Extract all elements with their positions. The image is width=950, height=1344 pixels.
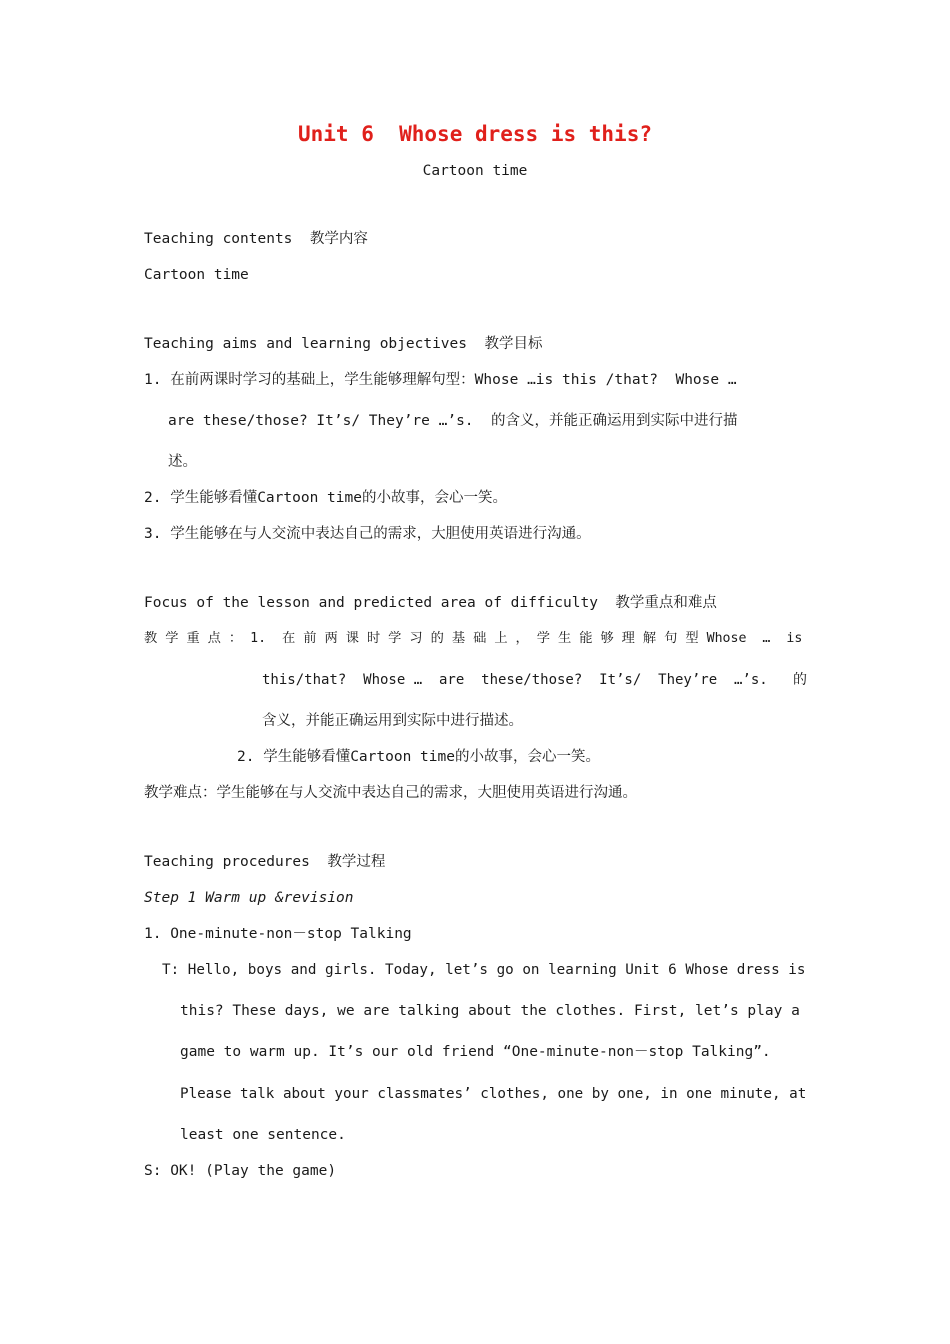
aims-item-1-line-2: are these/those? It’s/ They’re …’s. 的含义，并能正确运用到实际中进行描	[168, 413, 738, 429]
teacher-line-3: game to warm up. It’s our old friend “One-minute-non－stop Talking”.	[180, 1044, 771, 1060]
procedure-item-1: 1. One-minute-non－stop Talking	[144, 926, 412, 942]
aims-item-2: 2. 学生能够看懂Cartoon time的小故事，会心一笑。	[144, 490, 507, 506]
contents-heading: Teaching contents 教学内容	[144, 231, 368, 247]
focus-heading: Focus of the lesson and predicted area of difficulty 教学重点和难点	[144, 595, 717, 611]
aims-heading: Teaching aims and learning objectives 教学目标	[144, 336, 543, 352]
aims-item-1-line-1: 1. 在前两课时学习的基础上，学生能够理解句型：Whose …is this /that? Whose …	[144, 372, 737, 388]
teacher-line-1: T: Hello, boys and girls. Today, let’s go on learning Unit 6 Whose dress is	[162, 962, 806, 978]
teacher-line-5: least one sentence.	[180, 1127, 346, 1143]
focus-key-line-3: 含义，并能正确运用到实际中进行描述。	[262, 713, 523, 729]
contents-body: Cartoon time	[144, 267, 249, 283]
focus-key-item-2: 2. 学生能够看懂Cartoon time的小故事，会心一笑。	[237, 749, 600, 765]
page-title: Unit 6 Whose dress is this?	[297, 122, 652, 146]
procedures-heading: Teaching procedures 教学过程	[144, 854, 386, 870]
focus-key-line-2: this/that? Whose … are these/those? It’s/ They’re …’s. 的	[262, 672, 808, 688]
focus-difficulty: 教学难点：学生能够在与人交流中表达自己的需求，大胆使用英语进行沟通。	[144, 785, 637, 801]
page-subtitle: Cartoon time	[422, 163, 528, 179]
student-line: S: OK! (Play the game)	[144, 1163, 337, 1179]
teacher-line-2: this? These days, we are talking about the clothes. First, let’s play a	[180, 1003, 800, 1019]
aims-item-1-line-3: 述。	[168, 454, 197, 470]
teacher-line-4: Please talk about your classmates’ clothes, one by one, in one minute, at	[180, 1086, 807, 1102]
aims-item-3: 3. 学生能够在与人交流中表达自己的需求，大胆使用英语进行沟通。	[144, 526, 591, 542]
step-1-heading: Step 1 Warm up &revision	[144, 890, 354, 906]
focus-key-line-1: 教 学 重 点 ： 1. 在 前 两 课 时 学 习 的 基 础 上 ， 学 生 能 够 理 解 句 型 Whose … is	[144, 631, 803, 646]
